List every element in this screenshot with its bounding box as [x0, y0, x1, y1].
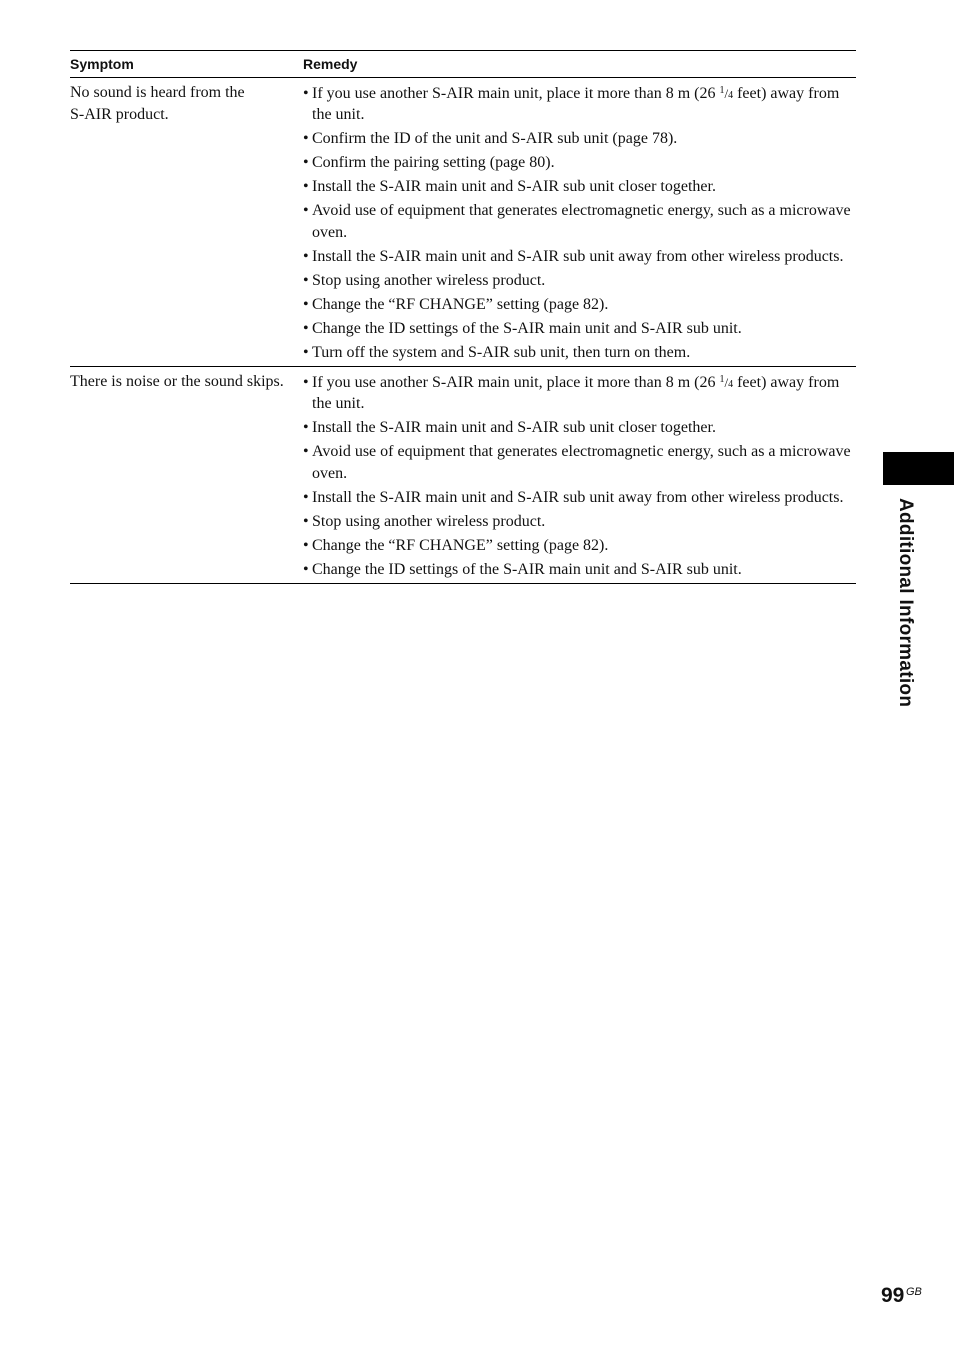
remedy-item: • Install the S-AIR main unit and S-AIR sub unit closer together.: [303, 417, 856, 439]
troubleshooting-table: [70, 50, 856, 584]
symptom-line: There is noise or the sound skips.: [70, 373, 284, 390]
page-number-suffix: GB: [906, 1286, 922, 1298]
section-side-label-text: Additional Information: [895, 498, 916, 708]
section-side-label: [892, 498, 916, 718]
remedy-item: • Install the S-AIR main unit and S-AIR sub unit closer together.: [303, 176, 856, 198]
fraction-denominator: 4: [728, 89, 734, 101]
remedy-item: • Change the ID settings of the S-AIR main unit and S-AIR sub unit.: [303, 318, 856, 340]
symptom-line: S-AIR product.: [70, 105, 169, 123]
fraction-slash: /: [724, 374, 729, 390]
remedy-list: [303, 369, 856, 580]
remedy-item: • Stop using another wireless product.: [303, 511, 856, 533]
table-header: [70, 51, 856, 78]
remedy-item: • Install the S-AIR main unit and S-AIR sub unit away from other wireless products.: [303, 246, 856, 268]
symptom-cell: [70, 80, 303, 363]
table-row: [70, 78, 856, 367]
remedy-item: • Confirm the pairing setting (page 80).: [303, 152, 856, 174]
section-tab-marker: [883, 452, 954, 485]
remedy-item: • Stop using another wireless product.: [303, 270, 856, 292]
header-symptom: Symptom: [70, 56, 134, 72]
remedy-list: [303, 80, 856, 363]
fraction-numerator: 1: [719, 373, 725, 385]
remedy-item: • Avoid use of equipment that generates electromagnetic energy, such as a microwave oven.: [303, 441, 856, 484]
remedy-item: • Install the S-AIR main unit and S-AIR sub unit away from other wireless products.: [303, 487, 856, 509]
symptom-line: No sound is heard from the: [70, 84, 245, 101]
page-number: 99: [881, 1284, 905, 1307]
fraction-slash: /: [724, 85, 729, 101]
remedy-item: • Change the “RF CHANGE” setting (page 82).: [303, 535, 856, 557]
fraction-denominator: 4: [728, 378, 734, 390]
header-remedy: Remedy: [303, 56, 358, 72]
remedy-item: • Change the “RF CHANGE” setting (page 82).: [303, 294, 856, 316]
remedy-item: • If you use another S-AIR main unit, place it more than 8 m (26 $^1$/4 feet) away from the unit.: [303, 83, 856, 126]
remedy-item: • Avoid use of equipment that generates electromagnetic energy, such as a microwave oven.: [303, 200, 856, 243]
remedy-item: • If you use another S-AIR main unit, place it more than 8 m (26 $^1$/4 feet) away from the unit.: [303, 372, 856, 415]
remedy-item: • Turn off the system and S-AIR sub unit, then turn on them.: [303, 342, 856, 364]
table-row: [70, 367, 856, 584]
remedy-item: • Confirm the ID of the unit and S-AIR sub unit (page 78).: [303, 128, 856, 150]
fraction-numerator: 1: [719, 84, 725, 96]
symptom-cell: [70, 369, 303, 580]
remedy-item: • Change the ID settings of the S-AIR main unit and S-AIR sub unit.: [303, 559, 856, 581]
